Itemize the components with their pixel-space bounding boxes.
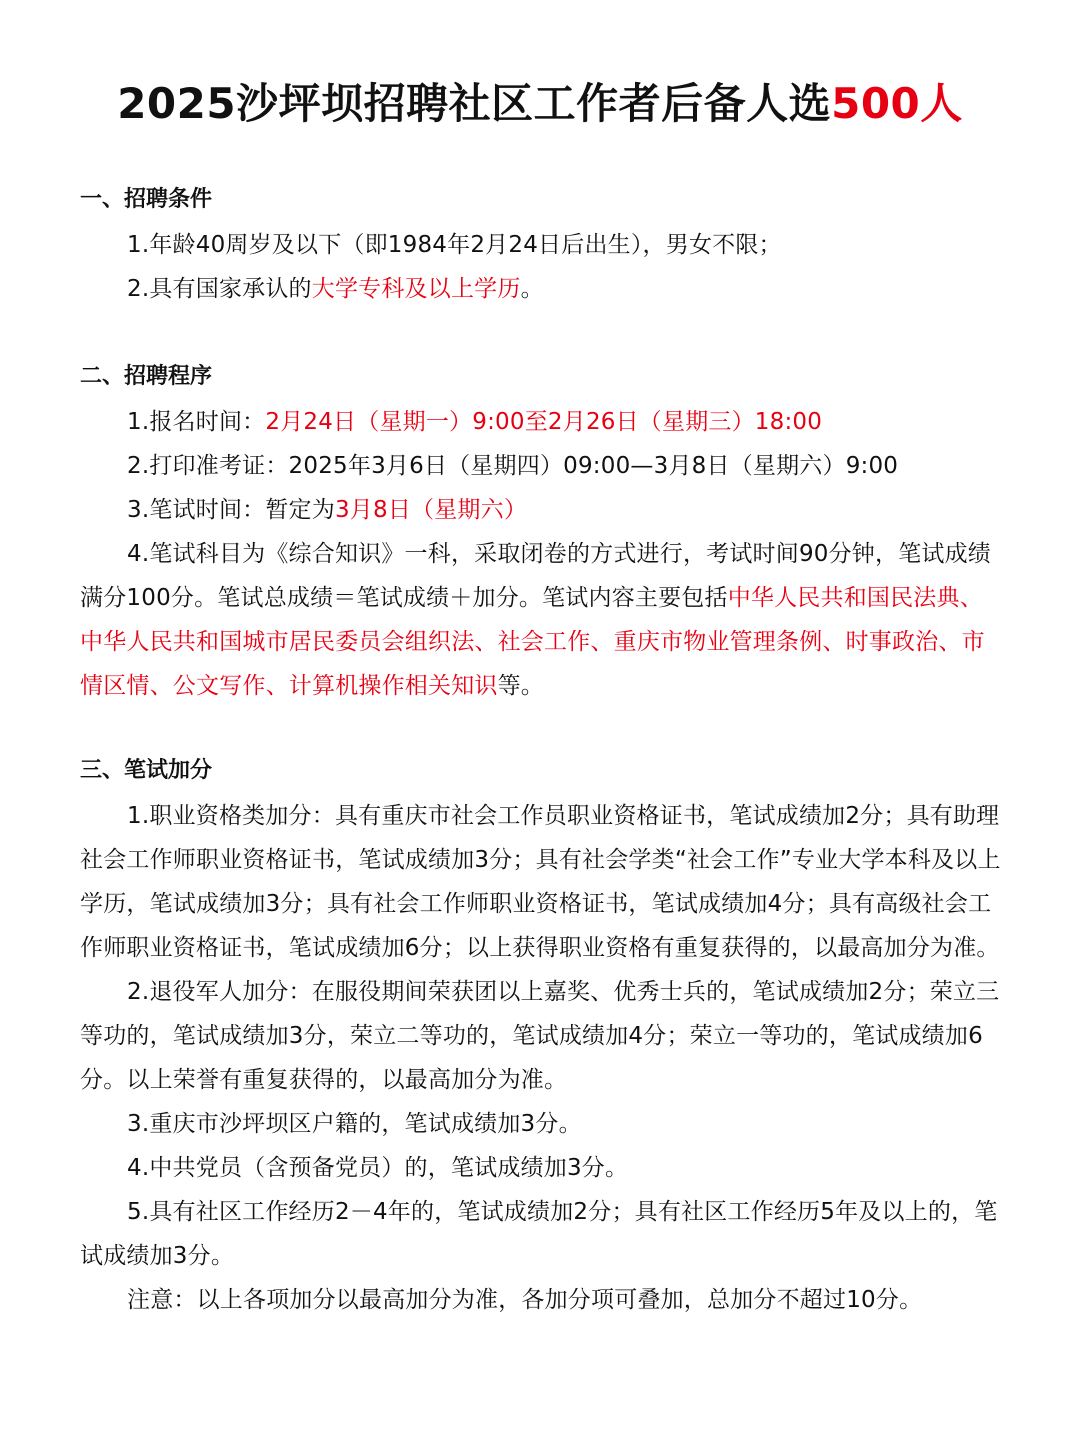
section-heading: 三、笔试加分 <box>80 758 213 783</box>
section-heading: 二、招聘程序 <box>80 364 213 389</box>
bonus-item: 1.职业资格类加分：具有重庆市社会工作员职业资格证书，笔试成绩加2分；具有助理社会工作师职业资格证书，笔试成绩加3分；具有社会学类“社会工作”专业大学本科及以上学历，笔试成绩加3分；具有社会工作师职业资格证书，笔试成绩加4分；具有高级社会工作师职业资格证书，笔试成绩加6分；以上获得职业资格有重复获得的，以最高加分为准。 <box>80 803 1001 961</box>
highlight-text: 3月8日（星期六） <box>334 497 528 523</box>
section-bonus-points <box>80 756 1006 1322</box>
requirement-item: 2.具有国家承认的大学专科及以上学历。 <box>127 276 544 302</box>
bonus-item: 3.重庆市沙坪坝区户籍的，笔试成绩加3分。 <box>127 1111 582 1137</box>
section-requirements <box>80 185 1006 311</box>
page-title <box>80 0 1000 134</box>
bonus-item: 4.中共党员（含预备党员）的，笔试成绩加3分。 <box>127 1155 629 1181</box>
bonus-item: 2.退役军人加分：在服役期间荣获团以上嘉奖、优秀士兵的，笔试成绩加2分；荣立三等功的，笔试成绩加3分，荣立二等功的，笔试成绩加4分；荣立一等功的，笔试成绩加6分。以上荣誉有重复获得的，以最高加分为准。 <box>80 979 1000 1093</box>
title-highlight: 500人 <box>831 79 963 128</box>
section-procedure <box>80 362 1006 708</box>
highlight-text: 中华人民共和国民法典、中华人民共和国城市居民委员会组织法、社会工作、重庆市物业管理条例、时事政治、市情区情、公文写作、计算机操作相关知识 <box>80 585 985 699</box>
highlight-text: 大学专科及以上学历 <box>311 276 521 302</box>
title-main: 2025沙坪坝招聘社区工作者后备人选 <box>117 79 832 128</box>
highlight-text: 2月24日（星期一）9:00至2月26日（星期三）18:00 <box>265 409 823 435</box>
bonus-note: 注意：以上各项加分以最高加分为准，各加分项可叠加，总加分不超过10分。 <box>127 1287 923 1313</box>
requirement-item: 1.年龄40周岁及以下（即1984年2月24日后出生），男女不限； <box>127 232 782 258</box>
procedure-item: 3.笔试时间：暂定为3月8日（星期六） <box>127 497 528 523</box>
procedure-item: 1.报名时间：2月24日（星期一）9:00至2月26日（星期三）18:00 <box>127 409 823 435</box>
procedure-item: 2.打印准考证：2025年3月6日（星期四）09:00—3月8日（星期六）9:00 <box>127 453 899 479</box>
procedure-item: 4.笔试科目为《综合知识》一科，采取闭卷的方式进行，考试时间90分钟，笔试成绩满分100分。笔试总成绩＝笔试成绩＋加分。笔试内容主要包括中华人民共和国民法典、中华人民共和国城市居民委员会组织法、社会工作、重庆市物业管理条例、时事政治、市情区情、公文写作、计算机操作相关知识等。 <box>80 541 992 699</box>
section-heading: 一、招聘条件 <box>80 187 213 212</box>
bonus-item: 5.具有社区工作经历2－4年的，笔试成绩加2分；具有社区工作经历5年及以上的，笔试成绩加3分。 <box>80 1199 998 1269</box>
